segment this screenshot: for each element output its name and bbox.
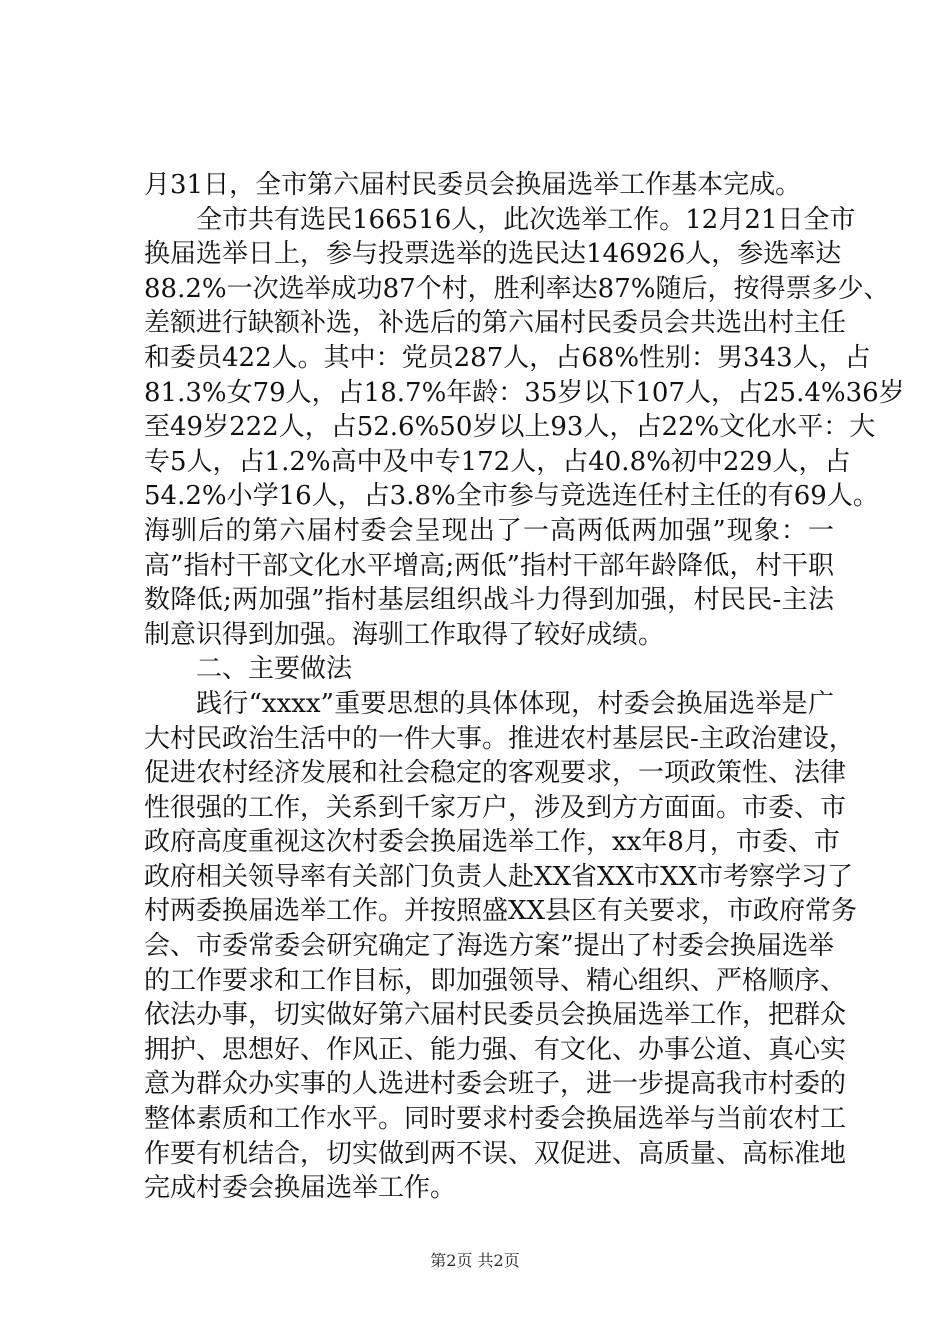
paragraph-line: 制意识得到加强。海驯工作取得了较好成绩。 (144, 619, 665, 650)
paragraph-line: 差额进行缺额补选，补选后的第六届村民委员会共选出村主任 (144, 308, 847, 339)
paragraph-line: 依法办事，切实做好第六届村民委员会换届选举工作，把群众 (144, 1000, 847, 1031)
document-body (144, 168, 905, 1206)
page-number-label: 第2页 共2页 (430, 1251, 520, 1270)
paragraph-line: 88.2%一次选举成功87个村，胜利率达87%随后，按得票多少、 (144, 273, 890, 304)
paragraph-line: 政府高度重视这次村委会换届选举工作，xx年8月，市委、市 (144, 827, 840, 858)
paragraph-line: 完成村委会换届选举工作。 (144, 1173, 457, 1204)
paragraph-line: 月31日，全市第六届村民委员会换届选举工作基本完成。 (144, 170, 802, 200)
paragraph-line: 高”指村干部文化水平增高;两低”指村干部年龄降低，村干职 (144, 550, 834, 581)
paragraph-line: 数降低;两加强”指村基层组织战斗力得到加强，村民民-主法 (144, 585, 834, 616)
paragraph-line: 性很强的工作，关系到千家万户，涉及到方方面面。市委、市 (144, 792, 847, 823)
paragraph-line: 整体素质和工作水平。同时要求村委会换届选举与当前农村工 (144, 1104, 847, 1135)
paragraph-line: 全市共有选民166516人，此次选举工作。12月21日全市 (196, 204, 856, 235)
paragraph-line: 作要有机结合，切实做到两不误、双促进、高质量、高标准地 (144, 1138, 847, 1169)
paragraph-line: 专5人，占1.2%高中及中专172人，占40.8%初中229人，占 (144, 446, 851, 477)
paragraph-line: 意为群众办实事的人选进村委会班子，进一步提高我市村委的 (144, 1069, 847, 1100)
paragraph-line: 村两委换届选举工作。并按照盛XX县区有关要求，市政府常务 (144, 896, 858, 927)
paragraph-line: 和委员422人。其中：党员287人，占68%性别：男343人，占 (144, 342, 871, 373)
paragraph-line: 政府相关领导率有关部门负责人赴XX省XX市XX市考察学习了 (144, 861, 854, 892)
section-heading: 二、主要做法 (196, 654, 353, 685)
paragraph-line: 拥护、思想好、作风正、能力强、有文化、办事公道、真心实 (144, 1034, 847, 1065)
paragraph-line: 促进农村经济发展和社会稳定的客观要求，一项政策性、法律 (144, 758, 847, 789)
paragraph-line: 的工作要求和工作目标，即加强领导、精心组织、严格顺序、 (144, 965, 847, 996)
paragraph-line: 大村民政治生活中的一件大事。推进农村基层民-主政治建设， (144, 723, 855, 754)
paragraph-line: 践行“xxxx”重要思想的具体体现，村委会换届选举是广 (196, 688, 834, 719)
paragraph-line: 至49岁222人，占52.6%50岁以上93人，占22%文化水平：大 (144, 412, 876, 443)
paragraph-line: 海驯后的第六届村委会呈现出了一高两低两加强”现象：一 (144, 515, 834, 546)
paragraph-line: 81.3%女79人，占18.7%年龄：35岁以下107人，占25.4%36岁 (144, 377, 905, 408)
paragraph-line: 54.2%小学16人，占3.8%全市参与竞选连任村主任的有69人。 (144, 481, 879, 512)
page-footer (0, 1248, 950, 1271)
paragraph-line: 换届选举日上，参与投票选举的选民达146926人，参选率达 (144, 239, 842, 270)
paragraph-line: 会、市委常委会研究确定了海选方案”提出了村委会换届选举 (144, 931, 834, 962)
